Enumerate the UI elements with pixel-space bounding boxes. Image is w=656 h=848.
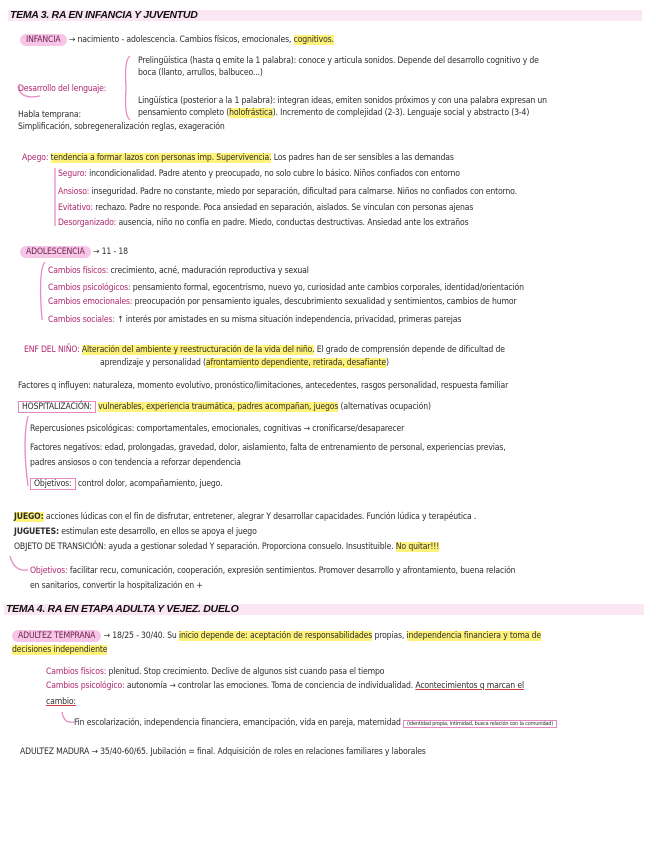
apego-item-label: Ansioso:	[58, 187, 90, 197]
fin-escolarizacion-line	[74, 718, 557, 730]
habla-temprana-label: Habla temprana:	[18, 110, 81, 120]
enf-line2-a: aprendizaje y personalidad (	[100, 358, 206, 368]
apego-item-label: Evitativo:	[58, 203, 93, 213]
juguetes-label: JUGUETES:	[14, 527, 59, 537]
enf-nino-label: ENF DEL NIÑO:	[24, 345, 80, 355]
cambio-underline: cambio:	[46, 697, 76, 707]
fin-escolarizacion-note: (identidad propia, intimidad, busca relación con la comunidad)	[403, 720, 557, 728]
adultez-temprana-highlight-2: independencia financiera y toma de	[406, 631, 541, 641]
cambios-fisicos-adulto-line	[46, 667, 384, 678]
holofrastica-highlight: holofrástica	[229, 108, 273, 118]
objeto-transicion-highlight: No quitar!!!	[395, 542, 440, 552]
apego-rest: Los padres han de ser sensibles a las demandas	[271, 153, 454, 163]
cambios-psico-adulto-label: Cambios psicológico:	[46, 681, 125, 691]
enf-nino-highlight: Alteración del ambiente y reestructuración de la vida del niño.	[81, 345, 315, 355]
adolescencia-item	[48, 315, 461, 326]
apego-highlight: tendencia a formar lazos con personas imp. Supervivencia.	[50, 153, 272, 163]
objetivos-text: facilitar recu, comunicación, cooperación, expresión sentimientos. Promover desarrollo y afrontamiento, buena relación	[67, 566, 516, 576]
lin2-text-a: pensamiento completo (	[138, 108, 230, 118]
section-title-tema3: TEMA 3. RA EN INFANCIA Y JUVENTUD	[10, 9, 198, 21]
adultez-temprana-line	[12, 631, 541, 642]
juego-text: acciones lúdicas con el fin de disfrutar, entretener, alegrar Y desarrollar capacidades. Función lúdica y terapéutica .	[43, 512, 477, 522]
adolescencia-item-label: Cambios físicos:	[48, 266, 109, 276]
apego-item-text: incondicionalidad. Padre atento y preocupado, no solo cubre lo básico. Niños confiados con entorno	[86, 169, 460, 179]
hospitalizacion-line	[18, 402, 431, 413]
cambios-psico-adulto-line	[46, 681, 524, 692]
adultez-temprana-highlight-3: decisiones independiente	[12, 645, 108, 655]
enf-nino-rest: El grado de comprensión depende de dificultad de	[314, 345, 505, 355]
apego-line	[22, 153, 454, 164]
apego-label: Apego:	[22, 153, 49, 163]
factores-negativos-line: Factores negativos: edad, prolongadas, gravedad, dolor, aislamiento, falta de entrenamiento de personal, experiencias previas,	[30, 443, 506, 453]
objetivos-hosp-line	[30, 479, 222, 490]
juego-line	[14, 512, 476, 523]
enf-line2-highlight: afrontamiento dependiente, retirada, desafiante	[205, 358, 387, 368]
repercusiones-line: Repercusiones psicológicas: comportamentales, emocionales, cognitivas → cronificarse/desaparecer	[30, 424, 405, 434]
adolescencia-item-label: Cambios psicológicos:	[48, 283, 131, 293]
adolescencia-item	[48, 266, 309, 277]
adolescencia-item	[48, 297, 516, 308]
objeto-transicion-label: OBJETO DE TRANSICIÓN:	[14, 542, 107, 552]
objetivos-line2: en sanitarios, convertir la hospitalización en +	[30, 581, 203, 591]
adultez-temprana-text-a: → 18/25 - 30/40. Su	[101, 631, 177, 641]
hospitalizacion-label: HOSPITALIZACIÓN:	[18, 401, 96, 413]
linguistica-line2	[138, 108, 529, 119]
fin-escolarizacion-text: Fin escolarización, independencia financiera, emancipación, vida en pareja, maternidad	[74, 718, 401, 728]
adolescencia-item-text: preocupación por pensamiento iguales, descubrimiento sexualidad y sentimientos, cambios de humor	[132, 297, 517, 307]
adolescencia-item-text: crecimiento, acné, maduración reproductiva y sexual	[108, 266, 309, 276]
adultez-temprana-label: ADULTEZ TEMPRANA	[12, 630, 101, 642]
bracket-lenguaje	[126, 56, 131, 120]
prelinguistica-line2: boca (llanto, arrullos, balbuceo...)	[138, 68, 263, 78]
adolescencia-item-label: Cambios emocionales:	[48, 297, 133, 307]
apego-item	[58, 187, 517, 198]
line-hospitalizacion	[25, 416, 28, 486]
adolescencia-item-label: Cambios sociales:	[48, 315, 115, 325]
cambios-psico-adulto-text: autonomía → controlar las emociones. Toma de conciencia de individualidad.	[124, 681, 414, 691]
apego-item-text: rechazo. Padre no responde. Poca ansiedad en separación, aislados. Se vinculan con personas ajenas	[92, 203, 474, 213]
objetivos-hosp-label: Objetivos:	[30, 478, 76, 490]
prelinguistica-line: Prelingüística (hasta q emite la 1 palabra): conoce y articula sonidos. Depende del desarrollo cognitivo y de	[138, 56, 539, 66]
cambios-fisicos-adulto-label: Cambios físicos:	[46, 667, 107, 677]
apego-item-text: inseguridad. Padre no constante, miedo por separación, dificultad para calmarse. Niños no confiados con entorno.	[89, 187, 517, 197]
adultez-temprana-highlight-1: inicio depende de: aceptación de responsabilidades	[178, 631, 373, 641]
lin2-text-b: ). Incremento de complejidad (2-3). Lenguaje social y abstracto (3-4)	[272, 108, 530, 118]
objeto-transicion-text: ayuda a gestionar soledad Y separación. Proporciona consuelo. Insustituible.	[106, 542, 394, 552]
infancia-highlight: cognitivos.	[293, 35, 334, 45]
apego-item	[58, 203, 473, 214]
enf-line2-b: )	[386, 358, 389, 368]
adolescencia-item-text: ↑ interés por amistades en su misma situación independencia, privacidad, primeras parejas	[114, 315, 462, 325]
infancia-line	[20, 35, 334, 46]
linguistica-line: Lingüística (posterior a la 1 palabra): integran ideas, emiten sonidos próximos y con una palabra expresan un	[138, 96, 547, 106]
apego-item	[58, 169, 460, 180]
factores-line: Factores q influyen: naturaleza, momento evolutivo, pronóstico/limitaciones, antecedentes, rasgos personalidad, respuesta familiar	[18, 381, 509, 391]
acontecimientos-underline: Acontecimientos q marcan el	[415, 681, 524, 691]
lenguaje-label: Desarrollo del lenguaje:	[18, 84, 107, 94]
objeto-transicion-line	[14, 542, 439, 553]
adolescencia-range: → 11 - 18	[90, 247, 128, 257]
juguetes-text: estimulan este desarrollo, en ellos se apoya el juego	[58, 527, 257, 537]
curve-objetivos	[10, 556, 28, 570]
section-title-tema4: TEMA 4. RA EN ETAPA ADULTA Y VEJEZ. DUELO	[6, 603, 239, 615]
objetivos-label: Objetivos:	[30, 566, 68, 576]
infancia-text: → nacimiento - adolescencia. Cambios físicos, emocionales,	[66, 35, 292, 45]
enf-nino-line2	[100, 358, 389, 369]
apego-item-label: Desorganizado:	[58, 218, 117, 228]
line-adolescencia	[41, 262, 45, 320]
cambio-line	[46, 697, 76, 708]
adultez-temprana-line2	[12, 645, 107, 656]
adolescencia-item-text: pensamiento formal, egocentrismo, nuevo yo, curiosidad ante cambios corporales, identidad/orientación	[130, 283, 524, 293]
enf-nino-line	[24, 345, 505, 356]
infancia-label: INFANCIA	[20, 34, 67, 46]
juego-label: JUEGO:	[14, 512, 44, 522]
juguetes-line	[14, 527, 257, 538]
hospitalizacion-rest: (alternativas ocupación)	[338, 402, 431, 412]
apego-item-label: Seguro:	[58, 169, 87, 179]
objetivos-hosp-text: control dolor, acompañamiento, juego.	[75, 479, 223, 489]
adolescencia-line	[20, 247, 128, 258]
curve-cambio	[62, 712, 74, 722]
adolescencia-item	[48, 283, 524, 294]
habla-temprana-text: Simplificación, sobregeneralización reglas, exageración	[18, 122, 225, 132]
adolescencia-label: ADOLESCENCIA	[20, 246, 91, 258]
hospitalizacion-highlight: vulnerables, experiencia traumática, padres acompañan, juegos	[98, 402, 339, 412]
factores-negativos-line2: padres ansiosos o con tendencia a reforzar dependencia	[30, 458, 241, 468]
cambios-fisicos-adulto-text: plenitud. Stop crecimiento. Declive de algunos sist cuando pasa el tiempo	[106, 667, 385, 677]
adultez-temprana-text-b: propias,	[372, 631, 405, 641]
apego-item-text: ausencia, niño no confía en padre. Miedo, conductas destructivas. Ansiedad ante los extraños	[116, 218, 469, 228]
objetivos-line	[30, 566, 515, 577]
apego-item	[58, 218, 468, 229]
adultez-madura-line: ADULTEZ MADURA → 35/40-60/65. Jubilación = final. Adquisición de roles en relaciones familiares y laborales	[20, 747, 426, 757]
